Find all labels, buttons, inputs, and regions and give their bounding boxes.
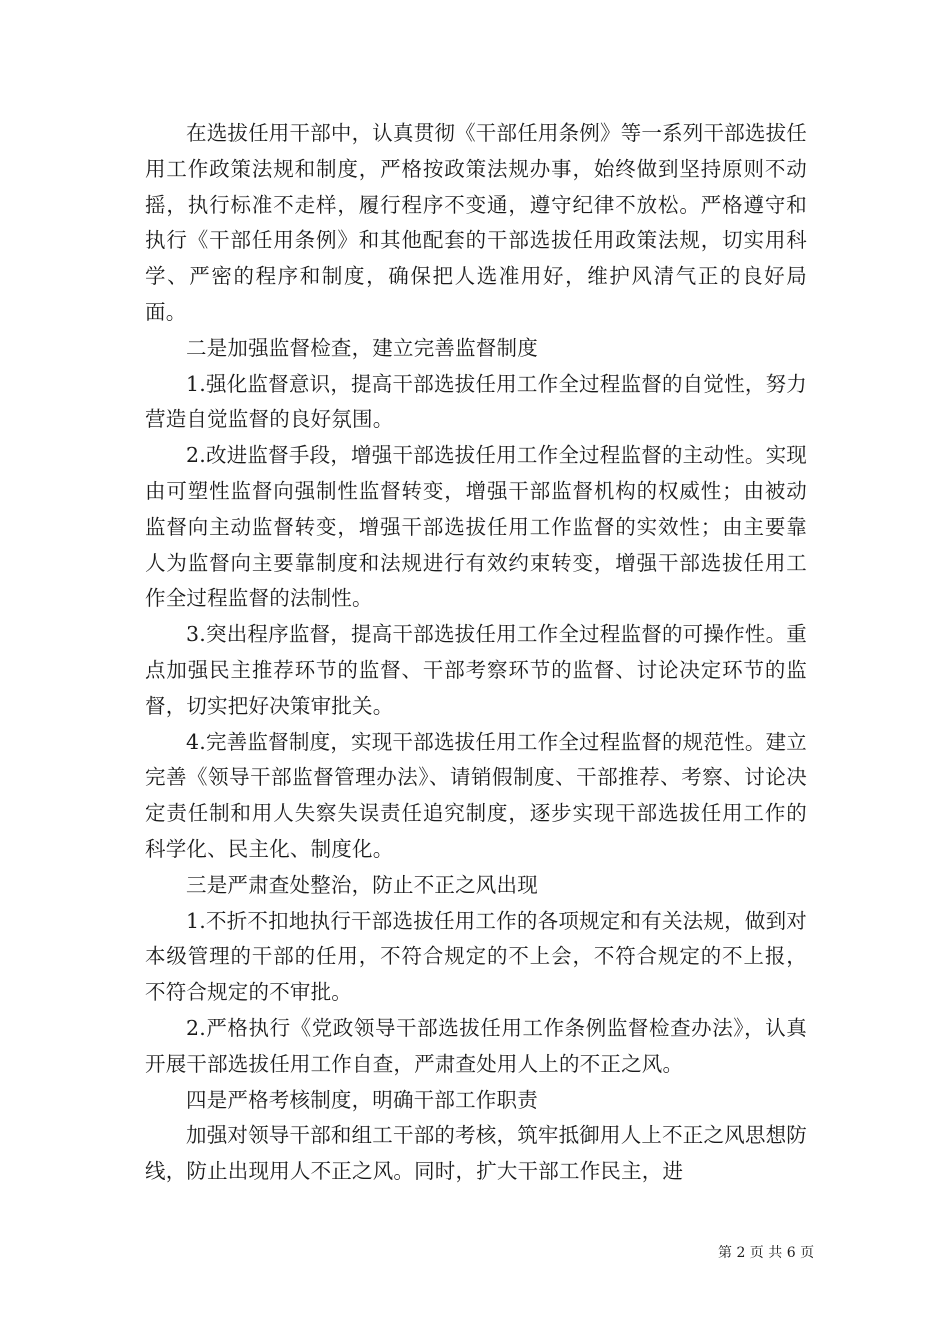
paragraph: 3.突出程序监督，提高干部选拔任用工作全过程监督的可操作性。重点加强民主推荐环节的监督、干部考察环节的监督、讨论决定环节的监督，切实把好决策审批关。 <box>145 622 807 718</box>
document-body <box>145 116 807 1190</box>
section-heading: 四是严格考核制度，明确干部工作职责 <box>186 1087 538 1112</box>
paragraph: 2.严格执行《党政领导干部选拔任用工作条例监督检查办法》，认真开展干部选拔任用工作自查，严肃查处用人上的不正之风。 <box>145 1015 807 1076</box>
paragraph: 1.不折不扣地执行干部选拔任用工作的各项规定和有关法规，做到对本级管理的干部的任用，不符合规定的不上会，不符合规定的不上报，不符合规定的不审批。 <box>145 908 807 1005</box>
section-heading: 二是加强监督检查，建立完善监督制度 <box>186 335 538 360</box>
paragraph: 4.完善监督制度，实现干部选拔任用工作全过程监督的规范性。建立完善《领导干部监督管理办法》、请销假制度、干部推荐、考察、讨论决定责任制和用人失察失误责任追究制度，逐步实现干部选拔任用工作的科学化、民主化、制度化。 <box>145 729 807 861</box>
page-number: 第 2 页 共 6 页 <box>718 1245 815 1261</box>
paragraph: 在选拔任用干部中，认真贯彻《干部任用条例》等一系列干部选拔任用工作政策法规和制度，严格按政策法规办事，始终做到坚持原则不动摇，执行标准不走样，履行程序不变通，遵守纪律不放松。严格遵守和执行《干部任用条例》和其他配套的干部选拔任用政策法规，切实用科学、严密的程序和制度，确保把人选准用好，维护风清气正的良好局面。 <box>145 121 807 324</box>
section-heading: 三是严肃查处整治，防止不正之风出现 <box>186 872 538 897</box>
paragraph: 加强对领导干部和组工干部的考核，筑牢抵御用人上不正之风思想防线，防止出现用人不正之风。同时，扩大干部工作民主，进 <box>145 1123 807 1184</box>
paragraph: 2.改进监督手段，增强干部选拔任用工作全过程监督的主动性。实现由可塑性监督向强制性监督转变，增强干部监督机构的权威性；由被动监督向主动监督转变，增强干部选拔任用工作监督的实效性；由主要靠人为监督向主要靠制度和法规进行有效约束转变，增强干部选拔任用工作全过程监督的法制性。 <box>145 443 807 611</box>
paragraph: 1.强化监督意识，提高干部选拔任用工作全过程监督的自觉性，努力营造自觉监督的良好氛围。 <box>145 371 807 432</box>
